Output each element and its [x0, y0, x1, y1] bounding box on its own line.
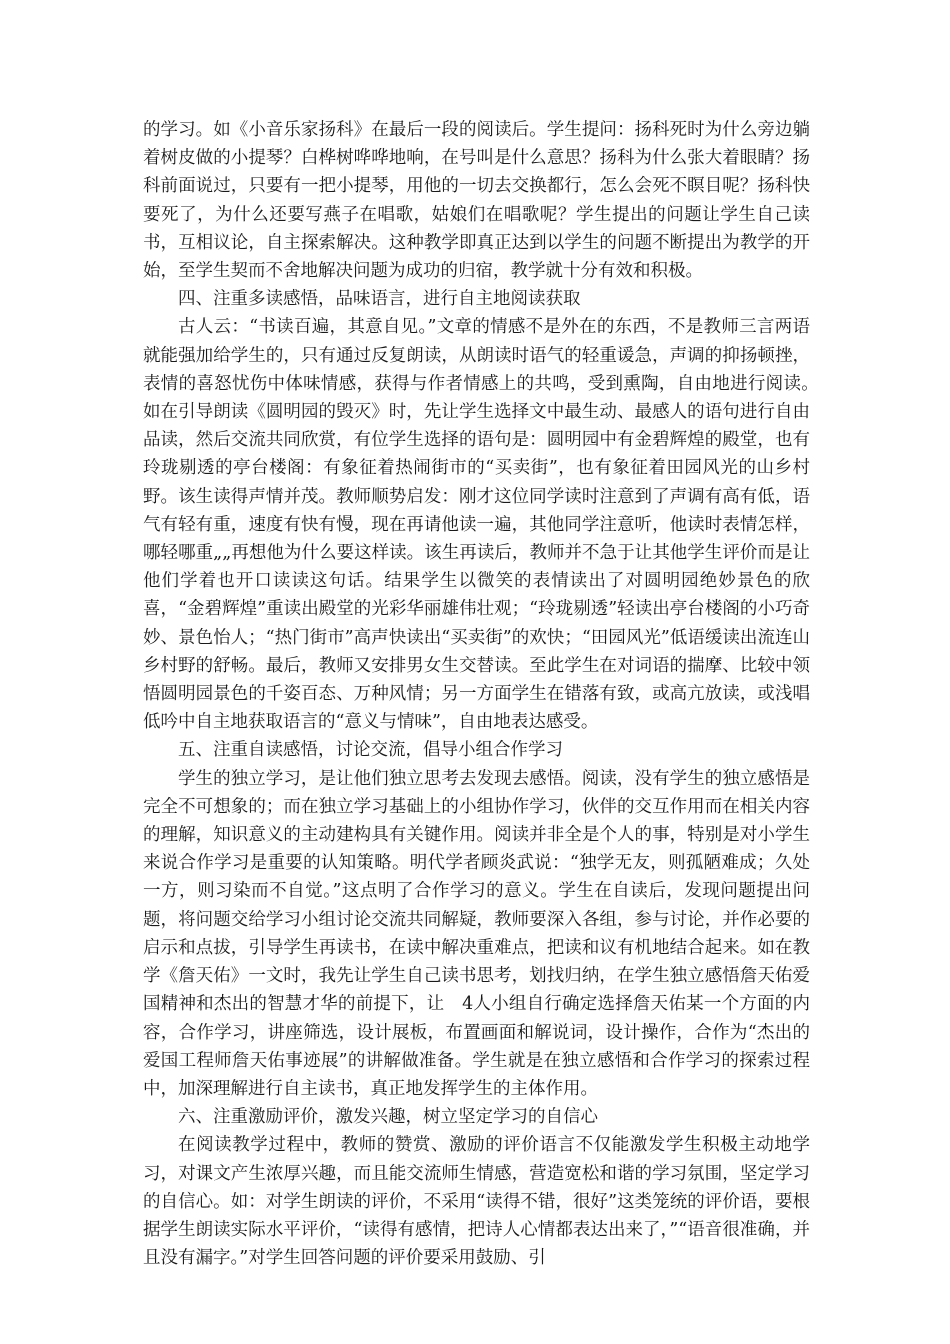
paragraph-section-5: 学生的独立学习，是让他们独立思考去发现去感悟。阅读，没有学生的独立感悟是完全不可想象的；而在独立学习基础上的小组协作学习，伙伴的交互作用而在相关内容的理解，知识意义的主动建构具有关键作用。阅读并非全是个人的事，特别是对小学生来说合作学习是重要的认知策略。明代学者顾炎武说：“独学无友，则孤陋难成；久处一方，则习染而不自觉。”这点明了合作学习的意义。学生在自读后，发现问题提出问题，将问题交给学习小组讨论交流共同解疑，教师要深入各组，参与讨论，并作必要的启示和点拔，引导学生再读书，在读中解决重难点，把读和议有机地结合起来。如在教学《詹天佑》一文时，我先让学生自己读书思考，划找归纳，在学生独立感悟詹天佑爱国精神和杰出的智慧才华的前提下，让 4人小组自行确定选择詹天佑某一个方面的内容，合作学习，讲座筛选，设计展板，布置画面和解说词，设计操作，合作为“杰出的爱国工程师詹天佑事迹展”的讲解做准备。学生就是在独立感悟和合作学习的探索过程中，加深理解进行自主读书，真正地发挥学生的主体作用。	[143, 768, 810, 1099]
paragraph-section-6: 在阅读教学过程中，教师的赞赏、激励的评价语言不仅能激发学生积极主动地学习，对课文产生浓厚兴趣，而且能交流师生情感，营造宽松和谐的学习氛围，坚定学习的自信心。如：对学生朗读的评价，不采用“读得不错，很好”这类笼统的评价语，要根据学生朗读实际水平评价，“读得有感情，把诗人心情都表达出来了，”“语音很准确，并且没有漏字。”对学生回答问题的评价要采用鼓励、引	[143, 1135, 810, 1269]
paragraph-continued: 的学习。如《小音乐家扬科》在最后一段的阅读后。学生提问：扬科死时为什么旁边躺着树皮做的小提琴？白桦树哗哗地响，在号叫是什么意思？扬科为什么张大着眼睛？扬科前面说过，只要有一把小提琴，用他的一切去交换都行，怎么会死不瞑目呢？扬科快要死了，为什么还要写燕子在唱歌，姑娘们在唱歌呢？学生提出的问题让学生自己读书，互相议论，自主探索解决。这种教学即真正达到以学生的问题不断提出为教学的开始，至学生契而不舍地解决问题为成功的归宿，教学就十分有效和积极。	[143, 120, 810, 282]
document-page	[143, 116, 845, 1272]
section-heading-5: 五、注重自读感悟，讨论交流，倡导小组合作学习	[178, 740, 563, 761]
section-heading-6: 六、注重激励评价，激发兴趣，树立坚定学习的自信心	[178, 1107, 598, 1128]
paragraph-section-4: 古人云：“书读百遍，其意自见。”文章的情感不是外在的东西，不是教师三言两语就能强加给学生的，只有通过反复朗读，从朗读时语气的轻重谖急，声调的抑扬顿挫，表情的喜怒忧伤中体味情感，获得与作者情感上的共鸣，受到熏陶，自由地进行阅读。 如在引导朗读《圆明园的毁灭》时，先让学生选择文中最生动、最感人的语句进行自由品读，然后交流共同欣赏，有位学生选择的语句是：圆明园中有金碧辉煌的殿堂，也有玲珑剔透的亭台楼阁：有象征着热闹街市的“买卖街”，也有象征着田园风光的山乡村野。该生读得声情并茂。教师顺势启发：刚才这位同学读时注意到了声调有高有低，语气有轻有重，速度有快有慢，现在再请他读一遍，其他同学注意听，他读时表情怎样，哪轻哪重„„再想他为什么要这样读。该生再读后，教师并不急于让其他学生评价而是让他们学着也开口读读这句话。结果学生以微笑的表情读出了对圆明园绝妙景色的欣喜，“金碧辉煌”重读出殿堂的光彩华丽雄伟壮观；“玲珑剔透”轻读出亭台楼阁的小巧奇妙、景色怡人；“热门街市”高声快读出“买卖街”的欢快；“田园风光”低语缓读出流连山乡村野的舒畅。最后，教师又安排男女生交替读。至此学生在对词语的揣摩、比较中领悟圆明园景色的千姿百态、万种风情；另一方面学生在错落有致，或高亢放读，或浅唱低吟中自主地获取语言的“意义与情味”，自由地表达感受。	[143, 317, 845, 733]
section-heading-4: 四、注重多读感悟，品味语言，进行自主地阅读获取	[178, 289, 581, 310]
